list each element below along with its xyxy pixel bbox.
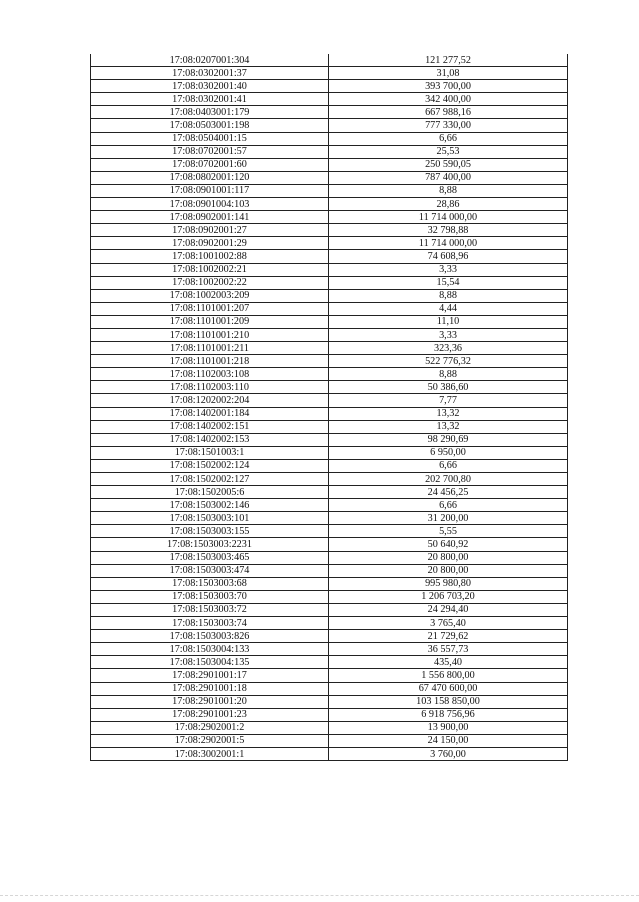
- table-row: [91, 263, 568, 276]
- cadastral-number-cell: 17:08:1101001:211: [91, 342, 329, 355]
- cadastral-number-cell: 17:08:1101001:207: [91, 302, 329, 315]
- table-row: [91, 747, 568, 760]
- cadastral-value-cell: 98 290,69: [329, 433, 568, 446]
- cadastral-number-cell: 17:08:1101001:210: [91, 328, 329, 341]
- table-row: [91, 446, 568, 459]
- cadastral-number-cell: 17:08:1503003:826: [91, 630, 329, 643]
- cadastral-number-cell: 17:08:1502002:124: [91, 459, 329, 472]
- table-row: [91, 158, 568, 171]
- cadastral-value-table: [90, 54, 568, 761]
- table-row: [91, 564, 568, 577]
- cadastral-number-cell: 17:08:0403001:179: [91, 106, 329, 119]
- table-row: [91, 276, 568, 289]
- cadastral-number-cell: 17:08:1503003:70: [91, 590, 329, 603]
- table-row: [91, 682, 568, 695]
- table-row: [91, 328, 568, 341]
- cadastral-number-cell: 17:08:1503003:72: [91, 603, 329, 616]
- cadastral-number-cell: 17:08:0504001:15: [91, 132, 329, 145]
- table-row: [91, 132, 568, 145]
- cadastral-value-cell: 1 206 703,20: [329, 590, 568, 603]
- cadastral-number-cell: 17:08:1102003:108: [91, 368, 329, 381]
- table-row: [91, 721, 568, 734]
- cadastral-number-cell: 17:08:0702001:60: [91, 158, 329, 171]
- cadastral-value-cell: 67 470 600,00: [329, 682, 568, 695]
- cadastral-number-cell: 17:08:0302001:41: [91, 93, 329, 106]
- table-row: [91, 486, 568, 499]
- table-row: [91, 433, 568, 446]
- cadastral-number-cell: 17:08:1502002:127: [91, 473, 329, 486]
- cadastral-value-cell: 50 386,60: [329, 381, 568, 394]
- cadastral-value-cell: 20 800,00: [329, 564, 568, 577]
- cadastral-value-cell: 25,53: [329, 145, 568, 158]
- cadastral-number-cell: 17:08:1102003:110: [91, 381, 329, 394]
- cadastral-value-cell: 6 918 756,96: [329, 708, 568, 721]
- cadastral-value-cell: 6 950,00: [329, 446, 568, 459]
- cadastral-number-cell: 17:08:0302001:37: [91, 67, 329, 80]
- cadastral-number-cell: 17:08:1503004:135: [91, 656, 329, 669]
- cadastral-value-cell: 31 200,00: [329, 512, 568, 525]
- cadastral-value-cell: 202 700,80: [329, 473, 568, 486]
- table-row: [91, 237, 568, 250]
- table-row: [91, 407, 568, 420]
- cadastral-number-cell: 17:08:1503003:101: [91, 512, 329, 525]
- table-row: [91, 538, 568, 551]
- cadastral-value-cell: 6,66: [329, 499, 568, 512]
- table-row: [91, 381, 568, 394]
- cadastral-value-cell: 6,66: [329, 132, 568, 145]
- table-row: [91, 643, 568, 656]
- table-row: [91, 499, 568, 512]
- cadastral-value-cell: 13,32: [329, 407, 568, 420]
- cadastral-value-cell: 15,54: [329, 276, 568, 289]
- table-row: [91, 577, 568, 590]
- cadastral-number-cell: 17:08:0302001:40: [91, 80, 329, 93]
- table-row: [91, 459, 568, 472]
- cadastral-value-cell: 6,66: [329, 459, 568, 472]
- cadastral-value-cell: 3,33: [329, 263, 568, 276]
- table-row: [91, 669, 568, 682]
- page-bottom-divider: [0, 895, 639, 896]
- cadastral-number-cell: 17:08:1503003:155: [91, 525, 329, 538]
- cadastral-value-cell: 103 158 850,00: [329, 695, 568, 708]
- table-row: [91, 695, 568, 708]
- table-row: [91, 80, 568, 93]
- table-row: [91, 617, 568, 630]
- cadastral-value-cell: 323,36: [329, 342, 568, 355]
- table-row: [91, 368, 568, 381]
- cadastral-value-cell: 13 900,00: [329, 721, 568, 734]
- cadastral-value-cell: 787 400,00: [329, 171, 568, 184]
- cadastral-number-cell: 17:08:0901004:103: [91, 198, 329, 211]
- table-row: [91, 630, 568, 643]
- cadastral-value-cell: 50 640,92: [329, 538, 568, 551]
- cadastral-number-cell: 17:08:1503002:146: [91, 499, 329, 512]
- cadastral-number-cell: 17:08:0902001:27: [91, 224, 329, 237]
- table-body: [91, 54, 568, 761]
- cadastral-value-cell: 995 980,80: [329, 577, 568, 590]
- table-row: [91, 656, 568, 669]
- table-row: [91, 708, 568, 721]
- cadastral-value-cell: 393 700,00: [329, 80, 568, 93]
- cadastral-number-cell: 17:08:1502005:6: [91, 486, 329, 499]
- cadastral-number-cell: 17:08:1503003:74: [91, 617, 329, 630]
- cadastral-value-cell: 121 277,52: [329, 54, 568, 67]
- cadastral-value-cell: 11 714 000,00: [329, 237, 568, 250]
- cadastral-number-cell: 17:08:3002001:1: [91, 747, 329, 760]
- cadastral-number-cell: 17:08:2901001:17: [91, 669, 329, 682]
- cadastral-value-cell: 74 608,96: [329, 250, 568, 263]
- cadastral-value-cell: 1 556 800,00: [329, 669, 568, 682]
- table-row: [91, 145, 568, 158]
- table-row: [91, 394, 568, 407]
- cadastral-number-cell: 17:08:0702001:57: [91, 145, 329, 158]
- table-row: [91, 551, 568, 564]
- table-row: [91, 211, 568, 224]
- table-row: [91, 289, 568, 302]
- table-row: [91, 473, 568, 486]
- cadastral-number-cell: 17:08:2902001:5: [91, 734, 329, 747]
- cadastral-number-cell: 17:08:1101001:218: [91, 355, 329, 368]
- cadastral-number-cell: 17:08:2901001:23: [91, 708, 329, 721]
- cadastral-number-cell: 17:08:1503003:474: [91, 564, 329, 577]
- cadastral-number-cell: 17:08:0902001:141: [91, 211, 329, 224]
- cadastral-number-cell: 17:08:1402001:184: [91, 407, 329, 420]
- cadastral-value-cell: 21 729,62: [329, 630, 568, 643]
- cadastral-value-cell: 5,55: [329, 525, 568, 538]
- cadastral-value-cell: 777 330,00: [329, 119, 568, 132]
- cadastral-number-cell: 17:08:2901001:18: [91, 682, 329, 695]
- table-row: [91, 590, 568, 603]
- table-row: [91, 119, 568, 132]
- cadastral-value-cell: 435,40: [329, 656, 568, 669]
- table-row: [91, 315, 568, 328]
- cadastral-value-cell: 4,44: [329, 302, 568, 315]
- cadastral-number-cell: 17:08:1002002:21: [91, 263, 329, 276]
- table-row: [91, 67, 568, 80]
- table-row: [91, 224, 568, 237]
- cadastral-number-cell: 17:08:1002002:22: [91, 276, 329, 289]
- table-row: [91, 302, 568, 315]
- table-row: [91, 734, 568, 747]
- cadastral-value-cell: 8,88: [329, 368, 568, 381]
- table-row: [91, 512, 568, 525]
- cadastral-number-cell: 17:08:1202002:204: [91, 394, 329, 407]
- cadastral-number-cell: 17:08:1503003:2231: [91, 538, 329, 551]
- table-row: [91, 355, 568, 368]
- cadastral-value-cell: 28,86: [329, 198, 568, 211]
- cadastral-number-cell: 17:08:0902001:29: [91, 237, 329, 250]
- cadastral-number-cell: 17:08:1503003:68: [91, 577, 329, 590]
- cadastral-value-cell: 24 150,00: [329, 734, 568, 747]
- cadastral-value-cell: 13,32: [329, 420, 568, 433]
- cadastral-value-cell: 250 590,05: [329, 158, 568, 171]
- cadastral-value-cell: 3 765,40: [329, 617, 568, 630]
- table-row: [91, 184, 568, 197]
- cadastral-number-cell: 17:08:1503004:133: [91, 643, 329, 656]
- cadastral-value-cell: 24 456,25: [329, 486, 568, 499]
- table-row: [91, 525, 568, 538]
- cadastral-value-cell: 11 714 000,00: [329, 211, 568, 224]
- cadastral-value-cell: 8,88: [329, 289, 568, 302]
- table-row: [91, 420, 568, 433]
- cadastral-number-cell: 17:08:1501003:1: [91, 446, 329, 459]
- cadastral-number-cell: 17:08:0802001:120: [91, 171, 329, 184]
- cadastral-value-cell: 3,33: [329, 328, 568, 341]
- table-row: [91, 54, 568, 67]
- cadastral-value-cell: 36 557,73: [329, 643, 568, 656]
- cadastral-number-cell: 17:08:1001002:88: [91, 250, 329, 263]
- cadastral-value-cell: 667 988,16: [329, 106, 568, 119]
- cadastral-value-cell: 11,10: [329, 315, 568, 328]
- cadastral-value-cell: 3 760,00: [329, 747, 568, 760]
- cadastral-value-cell: 32 798,88: [329, 224, 568, 237]
- table-row: [91, 342, 568, 355]
- cadastral-value-cell: 7,77: [329, 394, 568, 407]
- cadastral-number-cell: 17:08:2902001:2: [91, 721, 329, 734]
- cadastral-number-cell: 17:08:1402002:153: [91, 433, 329, 446]
- cadastral-number-cell: 17:08:1101001:209: [91, 315, 329, 328]
- cadastral-number-cell: 17:08:0503001:198: [91, 119, 329, 132]
- cadastral-value-cell: 522 776,32: [329, 355, 568, 368]
- cadastral-value-cell: 20 800,00: [329, 551, 568, 564]
- cadastral-value-cell: 8,88: [329, 184, 568, 197]
- cadastral-number-cell: 17:08:1503003:465: [91, 551, 329, 564]
- cadastral-number-cell: 17:08:0207001:304: [91, 54, 329, 67]
- cadastral-value-cell: 31,08: [329, 67, 568, 80]
- table-row: [91, 250, 568, 263]
- table-row: [91, 93, 568, 106]
- cadastral-number-cell: 17:08:1402002:151: [91, 420, 329, 433]
- cadastral-number-cell: 17:08:2901001:20: [91, 695, 329, 708]
- cadastral-value-cell: 24 294,40: [329, 603, 568, 616]
- table-row: [91, 198, 568, 211]
- cadastral-value-cell: 342 400,00: [329, 93, 568, 106]
- cadastral-number-cell: 17:08:1002003:209: [91, 289, 329, 302]
- table-row: [91, 106, 568, 119]
- table-row: [91, 603, 568, 616]
- table-row: [91, 171, 568, 184]
- cadastral-number-cell: 17:08:0901001:117: [91, 184, 329, 197]
